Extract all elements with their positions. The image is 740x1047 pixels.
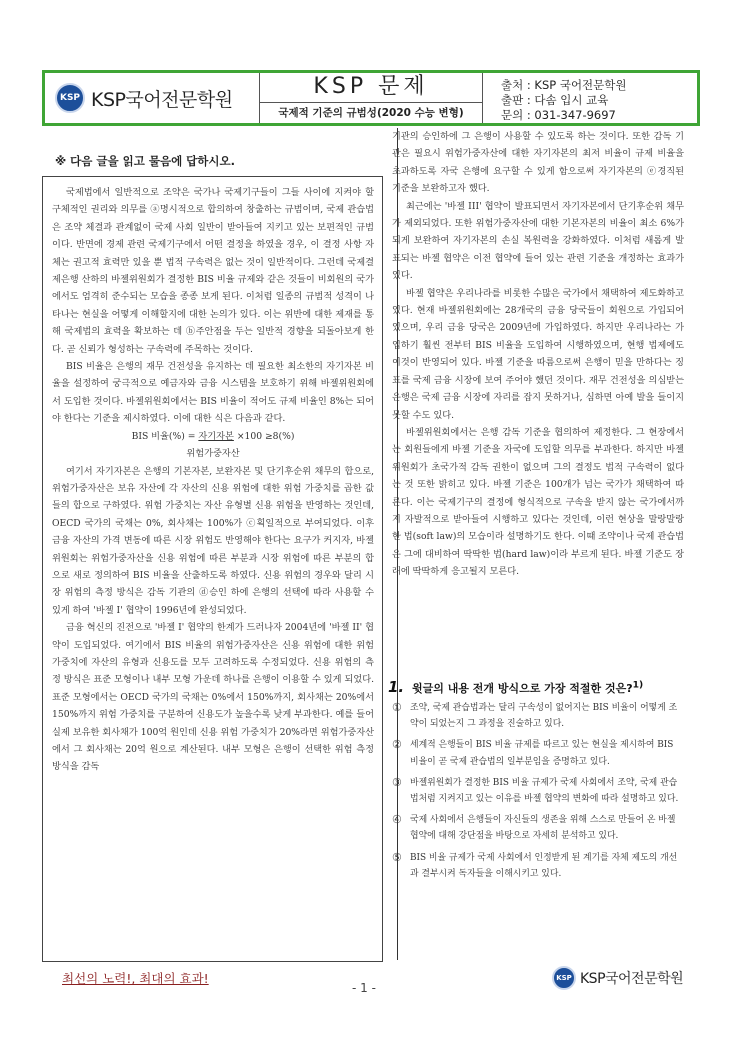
- option-3[interactable]: [392, 775, 682, 807]
- question-number: 1.: [388, 678, 405, 696]
- formula-denominator: 위험가중자산: [186, 448, 240, 460]
- option-text: 국제 사회에서 은행들이 자신들의 생존을 위해 스스로 만들어 온 바젤 협약에 대해 강단점을 바탕으로 자세히 분석하고 있다.: [410, 815, 676, 842]
- instruction-text: ※ 다음 글을 읽고 물음에 답하시오.: [55, 154, 235, 168]
- paragraph: 바젤 협약은 우리나라를 비롯한 수많은 국가에서 채택하여 제도화하고 있다. 현재 바젤위원회에는 28개국의 금융 당국들이 회원으로 가입되어 있으며, 우리 금융 당국은 2009년에 가입하였다. 하지만 우리나라는 가입하기 훨씬 전부터 BIS 비율을 도입하여 시행하였으며, 현행 법제에도 이것이 반영되어 있다. 바젤 기준을 따름으로써 은행이 믿을 만하다는 징표를 국제 금융 시장에 보여 주어야 했던 것이다. 재무 건전성을 의심받는 은행은 국제 금융 시장에 자리를 잡지 못하거나, 심하면 아예 발을 들이지 못할 수도 있다.: [392, 287, 684, 421]
- paragraph: 최근에는 '바젤 III' 협약이 발표되면서 자기자본에서 단기후순위 채무가 제외되었다. 또한 위험가중자산에 대한 기본자본의 비율이 최소 6%가 되게 보완하여 자기자본의 손실 복원력을 강화하였다. 이처럼 새롭게 발표되는 바젤 협약은 이전 협약에 들어 있는 관련 기준을 개정하는 효과가 있다.: [392, 200, 684, 282]
- paragraph: 기관의 승인하에 그 은행이 사용할 수 있도록 하는 것이다. 또한 감독 기관은 필요시 위험가중자산에 대한 자기자본의 최저 비율이 규제 비율을 초과하도록 자국 은행에 요구할 수 있게 함으로써 자기자본의 ⓔ경직된 기준을 보완하고자 했다.: [392, 131, 684, 195]
- formula-numerator: 자기자본: [198, 430, 234, 442]
- paragraph: 바젤위원회에서는 은행 감독 기준을 협의하여 제정한다. 그 현장에서는 회원들에게 바젤 기준을 자국에 도입할 의무를 부과한다. 하지만 바젤위원회가 초국가적 감독 권한이 없으며 그의 결정도 법적 구속력이 없다는 것 또한 밝히고 있다. 바젤 기준은 100개가 넘는 국가가 채택하여 따른다. 이는 국제기구의 결정에 형식적으로 구속을 받지 않는 국가에서까지 자발적으로 받아들여 시행하고 있다는 것인데, 이런 현상을 말랑말랑한 법(soft law)의 모습이라 설명하기도 한다. 이때 조약이나 국제 관습법은 그에 대비하여 딱딱한 법(hard law)이라 부르게 된다. 바젤 기준도 장래에 딱딱하게 응고될지 모른다.: [392, 426, 684, 578]
- question-text: 윗글의 내용 전개 방식으로 가장 적절한 것은?: [411, 682, 633, 695]
- footer-logo: [552, 966, 683, 990]
- option-text: BIS 비율 규제가 국제 사회에서 인정받게 된 계기를 자체 제도의 개선과 결부시켜 독자들을 이해시키고 있다.: [410, 852, 678, 879]
- option-text: 조약, 국제 관습법과는 달리 구속성이 없어지는 BIS 비율이 어떻게 조약이 되었는지 그 과정을 진술하고 있다.: [410, 703, 678, 730]
- formula-lhs: BIS 비율(%) =: [131, 430, 196, 442]
- right-passage: [392, 128, 684, 581]
- header-center: [260, 73, 483, 123]
- info-contact: 문의 : 031-347-9697: [501, 108, 616, 122]
- header-logo: [45, 73, 260, 123]
- page-title: KSP 문제: [260, 73, 482, 103]
- footer-slogan: 최선의 노력!, 최대의 효과!: [62, 971, 209, 986]
- formula-rhs: ×100 ≥8(%): [236, 430, 295, 442]
- ksp-logo-icon: KSP: [552, 966, 576, 990]
- option-1[interactable]: [392, 700, 682, 732]
- option-5[interactable]: [392, 850, 682, 882]
- option-number: ①: [392, 701, 402, 714]
- option-4[interactable]: [392, 812, 682, 844]
- formula-line: [52, 428, 374, 445]
- info-source: 출처 : KSP 국어전문학원: [501, 78, 627, 92]
- paragraph: 국제법에서 일반적으로 조약은 국가나 국제기구들이 그들 사이에 지켜야 할 구체적인 권리와 의무를 ⓐ명시적으로 합의하여 창출하는 규범이며, 국제 관습법은 조약 체결과 관계없이 국제 사회 일반이 받아들여 지키고 있는 보편적인 규범이다. 반면에 경제 관련 국제기구에서 어떤 결정을 하였을 경우, 이 결정 사항 자체는 권고적 효력만 있을 뿐 법적 구속력은 없는 것이 일반적이다. 그런데 국제결제은행 산하의 바젤위원회가 결정한 BIS 비율 규제와 같은 것들이 비회원의 국가에서도 엄격히 준수되는 모습을 종종 보게 된다. 이처럼 일종의 규범적 성격이 나타나는 현실을 어떻게 이해할지에 대한 논의가 있다. 이는 위반에 대한 제재를 통해 국제법의 효력을 확보하는 데 ⓑ주안점을 두는 일반적 경향을 되돌아보게 한다. 곧 신뢰가 형성하는 구속력에 주목하는 것이다.: [52, 187, 374, 355]
- option-2[interactable]: [392, 737, 682, 769]
- page-number: - 1 -: [352, 981, 376, 995]
- logo-text: KSP국어전문학원: [91, 88, 233, 111]
- paragraph: 여기서 자기자본은 은행의 기본자본, 보완자본 및 단기후순위 채무의 합으로, 위험가중자산은 보유 자산에 각 자산의 신용 위험에 대한 위험 가중치를 곱한 값들의 합으로 구하였다. 위험 가중치는 자산 유형별 신용 위험을 반영하는 것인데, OECD 국가의 국채는 0%, 회사채는 100%가 ⓒ획일적으로 부여되었다. 이후 금융 자산의 가격 변동에 따른 시장 위험도 반영해야 한다는 요구가 커지자, 바젤위원회는 위험가중자산을 신용 위험에 따른 부분과 시장 위험에 따른 부분의 합으로 새로 정의하여 BIS 비율을 산출하도록 하였다. 신용 위험의 경우와 달리 시장 위험의 측정 방식은 감독 기관의 ⓓ승인 하에 은행의 선택에 따라 사용할 수 있게 하여 '바젤 I' 협약이 1996년에 완성되었다.: [52, 465, 374, 616]
- option-text: 바젤위원회가 결정한 BIS 비율 규제가 국제 사회에서 조약, 국제 관습법처럼 지켜지고 있는 이유를 바젤 협약의 변화에 따라 설명하고 있다.: [410, 777, 679, 805]
- left-passage: [52, 184, 374, 776]
- option-number: ⑤: [392, 850, 402, 864]
- paragraph: 금융 혁신의 진전으로 '바젤 I' 협약의 한계가 드러나자 2004년에 '바젤 II' 협약이 도입되었다. 여기에서 BIS 비율의 위험가중자산은 신용 위험에 대한 위험 가중치에 자산의 유형과 신용도를 모두 고려하도록 수정되었다. 신용 위험의 측정 방식은 표준 모형이나 내부 모형 가운데 하나를 은행이 이용할 수 있게 되었다. 표준 모형에서는 OECD 국가의 국채는 0%에서 150%까지, 회사채는 20%에서 150%까지 위험 가중치를 구분하여 신용도가 높을수록 낮게 부과한다. 예를 들어 실제 보유한 회사채가 100억 원인데 신용 위험 가중치가 20%라면 위험가중자산에서 그 회사채는 20억 원으로 계산된다. 내부 모형은 은행이 선택한 위험 측정 방식을 감독: [52, 622, 374, 773]
- page-subtitle: 국제적 기준의 규범성(2020 수능 변형): [278, 107, 464, 119]
- answer-options: [392, 700, 682, 887]
- question-footnote: 1): [632, 679, 644, 691]
- paragraph: BIS 비율은 은행의 재무 건전성을 유지하는 데 필요한 최소한의 자기자본 비율을 설정하여 궁극적으로 예금자와 금융 시스템을 보호하기 위해 바젤위원회에서 도입한 것이다. 바젤위원회에서는 BIS 비율이 적어도 규제 비율인 8%는 되어야 한다는 기준을 제시하였다. 이에 대한 식은 다음과 같다.: [52, 361, 374, 425]
- option-text: 세계적 은행들이 BIS 비율 규제를 따르고 있는 현실을 제시하여 BIS 비율이 곧 국제 관습법의 일부분임을 증명하고 있다.: [410, 740, 674, 767]
- option-number: ④: [392, 813, 402, 827]
- option-number: ③: [392, 775, 402, 789]
- option-number: ②: [392, 738, 402, 752]
- info-publisher: 출판 : 다솜 입시 교육: [501, 93, 609, 107]
- footer-logo-text: KSP국어전문학원: [580, 971, 684, 987]
- header-frame: [42, 70, 700, 126]
- question-title: [388, 678, 643, 696]
- ksp-logo-icon: KSP: [55, 83, 85, 113]
- header-info: [483, 73, 697, 123]
